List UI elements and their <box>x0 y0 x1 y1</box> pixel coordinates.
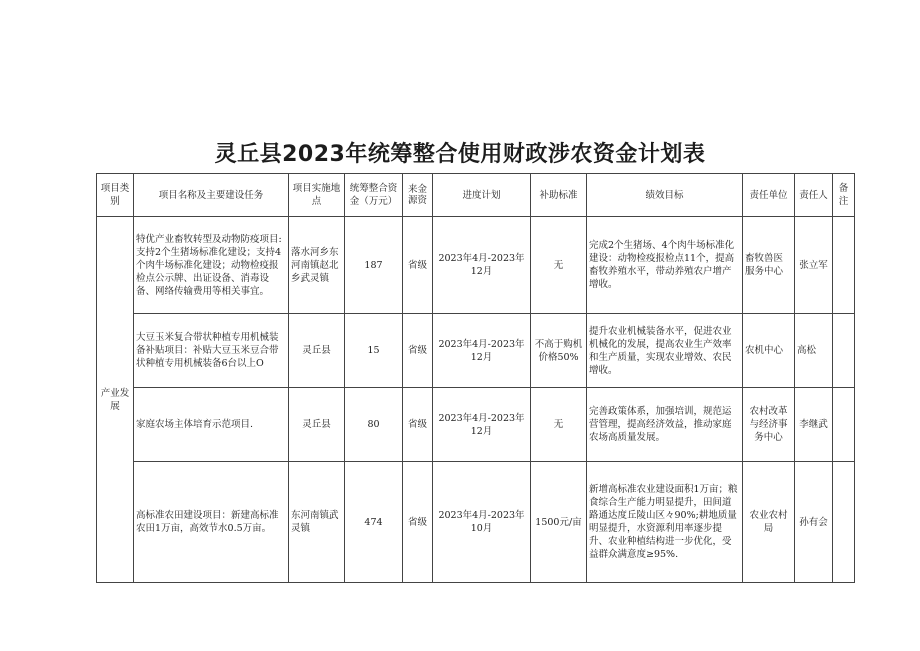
schedule: 2023年4月-2023年12月 <box>433 314 531 388</box>
project-name: 特优产业畜牧转型及动物防疫项目:支持2个生猪场标准化建设；支持4个肉牛场标准化建设；动物检疫报检点公示牌、出证设备、消毒设备、网络传输费用等相关事宜。 <box>134 217 289 314</box>
project-location: 落水河乡东河南镇赵北乡武灵镇 <box>289 217 345 314</box>
subsidy-standard: 无 <box>531 388 587 462</box>
header-subsidy: 补助标准 <box>531 174 587 217</box>
responsible-unit: 农机中心 <box>743 314 795 388</box>
table-row <box>97 462 855 583</box>
responsible-person: 李继武 <box>795 388 833 462</box>
table-row <box>97 217 855 314</box>
header-category: 项目类别 <box>97 174 134 217</box>
header-schedule: 进度计划 <box>433 174 531 217</box>
header-location: 项目实施地点 <box>289 174 345 217</box>
project-amount: 474 <box>345 462 403 583</box>
performance-goal: 完成2个生猪场、4个肉牛场标准化建设：动物检疫报检点11个，提高畜牧养殖水平，带动养殖农户增产增收。 <box>587 217 743 314</box>
schedule: 2023年4月-2023年12月 <box>433 388 531 462</box>
project-amount: 80 <box>345 388 403 462</box>
performance-goal: 完善政策体系，加强培训，规范运营管理，提高经济效益，推动家庭农场高质量发展。 <box>587 388 743 462</box>
subsidy-standard: 不高于购机价格50% <box>531 314 587 388</box>
remark <box>833 314 855 388</box>
performance-goal: 提升农业机械装备水平，促进农业机械化的发展，提高农业生产效率和生产质量，实现农业增效、农民增收。 <box>587 314 743 388</box>
project-amount: 187 <box>345 217 403 314</box>
responsible-unit: 畜牧兽医服务中心 <box>743 217 795 314</box>
page-title: 灵丘县2023年统筹整合使用财政涉农资金计划表 <box>214 142 706 167</box>
responsible-unit: 农业农村局 <box>743 462 795 583</box>
header-goal: 绩效目标 <box>587 174 743 217</box>
category-cell: 产业发展 <box>97 217 134 583</box>
fund-source: 省级 <box>403 462 433 583</box>
project-location: 灵丘县 <box>289 314 345 388</box>
fund-source: 省级 <box>403 388 433 462</box>
schedule: 2023年4月-2023年12月 <box>433 217 531 314</box>
project-name: 高标准农田建设项目：新建高标准农田1万亩，高效节水0.5万亩。 <box>134 462 289 583</box>
responsible-person: 张立军 <box>795 217 833 314</box>
responsible-person: 孙有会 <box>795 462 833 583</box>
header-unit: 责任单位 <box>743 174 795 217</box>
header-name: 项目名称及主要建设任务 <box>134 174 289 217</box>
project-name: 大豆玉米复合带状种植专用机械装备补贴项目：补贴大豆玉米豆合带状种植专用机械装备6台以上O <box>134 314 289 388</box>
fund-source: 省级 <box>403 314 433 388</box>
project-location: 灵丘县 <box>289 388 345 462</box>
header-person: 责任人 <box>795 174 833 217</box>
responsible-person: 高松 <box>795 314 833 388</box>
schedule: 2023年4月-2023年10月 <box>433 462 531 583</box>
subsidy-standard: 1500元/亩 <box>531 462 587 583</box>
project-amount: 15 <box>345 314 403 388</box>
remark <box>833 217 855 314</box>
header-remark: 备注 <box>833 174 855 217</box>
table-row <box>97 388 855 462</box>
header-row <box>97 174 855 217</box>
performance-goal: 新增高标准农业建设面积1万亩；粮食综合生产能力明显提升，田间道路通达度丘陵山区々90%;耕地质量明显提升，水资源利用率逐步提升、农业种植结构进一步优化，受益群众满意度≥95%. <box>587 462 743 583</box>
header-source: 来金源资 <box>403 174 433 217</box>
responsible-unit: 农村改革与经济事务中心 <box>743 388 795 462</box>
remark <box>833 388 855 462</box>
fund-source: 省级 <box>403 217 433 314</box>
remark <box>833 462 855 583</box>
project-location: 东河南镇武灵镇 <box>289 462 345 583</box>
header-amount: 统筹整合资金（万元） <box>345 174 403 217</box>
project-name: 家庭农场主体培育示范项目. <box>134 388 289 462</box>
table-row <box>97 314 855 388</box>
fund-plan-table <box>96 173 855 583</box>
subsidy-standard: 无 <box>531 217 587 314</box>
